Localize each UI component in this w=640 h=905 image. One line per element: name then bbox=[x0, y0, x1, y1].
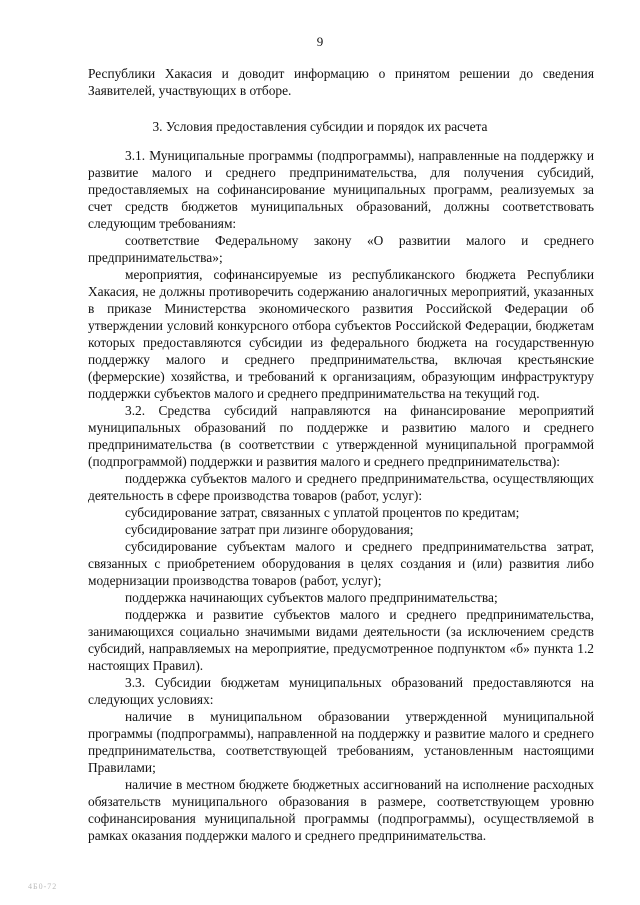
list-item: субсидирование субъектам малого и среднего предпринимательства затрат, связанных с приобретением оборудования в целях создания и (или) развития либо модернизации производства товаров (работ, услуг); bbox=[88, 539, 594, 588]
paragraph-3-3: 3.3. Субсидии бюджетам муниципальных образований предоставляются на следующих условиях: bbox=[88, 675, 594, 707]
list-item: поддержка субъектов малого и среднего предпринимательства, осуществляющих деятельность в сфере производства товаров (работ, услуг): bbox=[88, 471, 594, 503]
intro-paragraph: Республики Хакасия и доводит информацию о принятом решении до сведения Заявителей, участвующих в отборе. bbox=[88, 66, 594, 98]
footer-mark: 4Б0-72 bbox=[28, 882, 58, 891]
list-item: субсидирование затрат, связанных с уплатой процентов по кредитам; bbox=[125, 505, 520, 520]
paragraph-3-2: 3.2. Средства субсидий направляются на финансирование мероприятий муниципальных образований по поддержке и развитию малого и среднего предпринимательства (в соответствии с утвержденной муниципальной программой (подпрограммой) поддержки и развития малого и среднего предпринимательства): bbox=[88, 403, 594, 469]
page-number: 9 bbox=[316, 34, 324, 49]
list-item: поддержка начинающих субъектов малого предпринимательства; bbox=[125, 590, 498, 605]
intro-block bbox=[88, 65, 594, 99]
body-block bbox=[88, 147, 594, 844]
list-item: поддержка и развитие субъектов малого и среднего предпринимательства, занимающихся социально значимыми видами деятельности (за исключением средств субсидий, направляемых на мероприятие, предусмотренное подпунктом «б» пункта 1.2 настоящих Правил). bbox=[88, 607, 594, 673]
paragraph-3-1: 3.1. Муниципальные программы (подпрограммы), направленные на поддержку и развитие малого и среднего предпринимательства, для получения субсидий, предоставляемых на софинансирование муниципальных программ, реализуемых за счет средств бюджетов муниципальных образований, должны соответствовать следующим требованиям: bbox=[88, 148, 594, 231]
list-item: наличие в местном бюджете бюджетных ассигнований на исполнение расходных обязательств муниципального образования в размере, соответствующем уровню софинансирования муниципальной программы (подпрограммы), осуществляемой в рамках оказания поддержки малого и среднего предпринимательства. bbox=[88, 777, 594, 843]
list-item: субсидирование затрат при лизинге оборудования; bbox=[125, 522, 414, 537]
list-item: соответствие Федеральному закону «О развитии малого и среднего предпринимательства»; bbox=[88, 233, 594, 265]
list-item: мероприятия, софинансируемые из республиканского бюджета Республики Хакасия, не должны противоречить содержанию аналогичных мероприятий, указанных в приказе Министерства экономического развития Российской Федерации об утверждении условий конкурсного отбора субъектов Российской Федерации, бюджетам которых предоставляются субсидии из федерального бюджета на государственную поддержку малого и среднего предпринимательства, включая крестьянские (фермерские) хозяйства, и требований к организациям, образующим инфраструктуру поддержки субъектов малого и среднего предпринимательства на текущий год. bbox=[88, 267, 594, 401]
section-title: 3. Условия предоставления субсидии и порядок их расчета bbox=[152, 119, 488, 134]
list-item: наличие в муниципальном образовании утвержденной муниципальной программы (подпрограммы), направленной на поддержку и развитие малого и среднего предпринимательства, соответствующей требованиям, установленным настоящими Правилами; bbox=[88, 709, 594, 775]
